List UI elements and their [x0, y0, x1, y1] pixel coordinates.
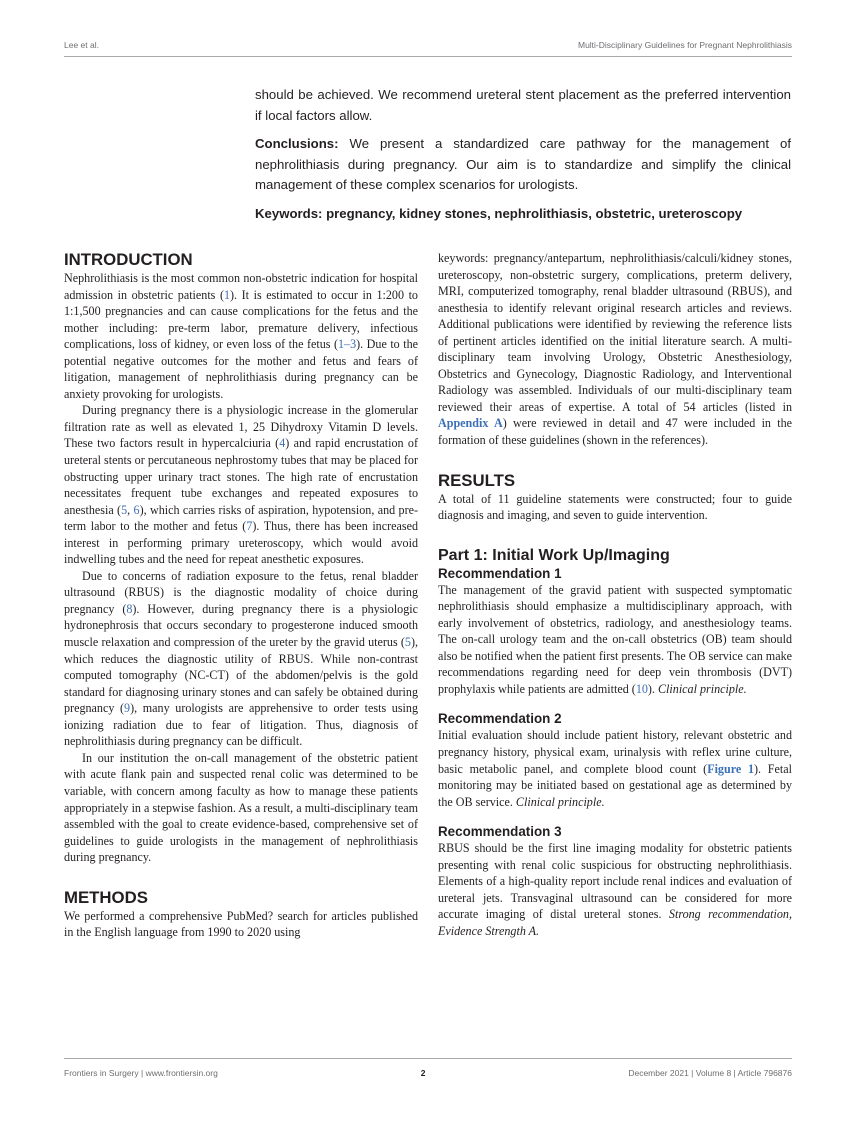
results-paragraph: A total of 11 guideline statements were constructed; four to guide diagnosis and imaging, and seven to guide intervention. — [438, 491, 792, 523]
reference-link[interactable]: 4 — [279, 436, 286, 451]
conclusions-text: We present a standardized care pathway for the management of nephrolithiasis during pregnancy. Our aim is to standardize and simplify the clinical management of these complex scenarios for urologists. — [255, 136, 791, 192]
recommendation-1-text: The management of the gravid patient with suspected symptomatic nephrolithiasis should emphasize a multidisciplinary approach, with early involvement of obstetrics, radiology, and anesthesiology teams. The on-call urology team and the on-call obstetrics (OB) team should also be notified when the patient first presents. The OB service can make recommendations regarding need for deep vein thrombosis (DVT) prophylaxis while patients are admitted (10). Clinical principle. — [438, 582, 792, 696]
conclusions-label: Conclusions: — [255, 136, 339, 151]
abstract-continuation — [255, 85, 791, 224]
footer-journal[interactable]: Frontiers in Surgery | www.frontiersin.org — [64, 1068, 218, 1078]
running-header — [64, 40, 792, 50]
results-heading: RESULTS — [438, 470, 516, 490]
recommendation-3-text: RBUS should be the first line imaging modality for obstetric patients presenting with renal colic suspicious for obstructing nephrolithiasis. Elements of a high-quality report include renal indices and evaluation of ureteral jets. Transvaginal ultrasound can be considered for more accurate imaging of distal ureteral stones. Strong recommendation, Evidence Strength A. — [438, 841, 792, 938]
evidence-strength: Clinical principle. — [515, 794, 605, 809]
footer-rule — [64, 1058, 792, 1059]
header-rule — [64, 56, 792, 57]
evidence-strength: Clinical principle. — [657, 681, 747, 696]
figure-link[interactable]: Figure 1 — [707, 761, 755, 776]
reference-link[interactable]: 1 — [223, 287, 231, 302]
recommendation-1-heading: Recommendation 1 — [438, 565, 562, 581]
reference-link[interactable]: 5 — [121, 502, 128, 517]
methods-heading: METHODS — [64, 887, 148, 907]
reference-link[interactable]: 1–3 — [337, 337, 357, 352]
intro-paragraph-3: Due to concerns of radiation exposure to the fetus, renal bladder ultrasound (RBUS) is the diagnostic modality of choice during pregnancy (8). However, during pregnancy there is a physiologic hydronephrosis that occurs secondary to progesterone induced smooth muscle relaxation and compression of the ureter by the gravid uterus (5), which reduces the diagnostic utility of RBUS. While non-contrast computed tomography (NC-CT) of the abdomen/pelvis is the gold standard for diagnosing urinary stones and can safely be obtained during pregnancy (9), many urologists are apprehensive to order tests using ionizing radiation due to fear of litigation. Thus, diagnosis of nephrolithiasis during pregnancy can be difficult. — [64, 568, 418, 749]
methods-paragraph: We performed a comprehensive PubMed? search for articles published in the English language from 1990 to 2020 using — [64, 908, 418, 940]
intro-paragraph-2: During pregnancy there is a physiologic increase in the glomerular filtration rate as well as elevated 1, 25 Dihydroxy Vitamin D levels. These two factors result in hypercalciuria (4) and rapid encrustation of ureteral stents or percutaneous nephrostomy tubes that may be placed for obstructing upper urinary tract stones. The high rate of encrustation necessitates frequent tube exchanges and repeated exposures to anesthesia (5, 6), which carries risks of aspiration, hypotension, and pre-term labor to the mother and fetus (7). Thus, there has been increased interest in performing primary ureteroscopy, which would avoid indwelling tubes and the need for repeat anesthetic exposures. — [64, 403, 419, 567]
recommendation-2-heading: Recommendation 2 — [438, 711, 562, 727]
left-column — [64, 250, 418, 941]
reference-link[interactable]: 9 — [124, 701, 131, 716]
appendix-link[interactable]: Appendix A — [438, 416, 503, 431]
methods-continuation: keywords: pregnancy/antepartum, nephrolithiasis/calculi/kidney stones, ureteroscopy, non-obstetric surgery, complications, preterm delivery, MRI, computerized tomography, renal bladder ultrasound (RBUS), and anesthesia to identify relevant original research articles and reviews. Additional publications were identified by reviewing the reference lists of pertinent articles identified on the initial literature search. A multi-disciplinary team involving Urology, Obstetric Anesthesiology, Obstetrics and Gynecology, Diagnostic Radiology, and Interventional Radiology was assembled. Individuals of our multi-disciplinary team reviewed their areas of expertise. A total of 54 articles (listed in Appendix A) were reviewed in detail and 47 were included in the formation of these guidelines (shown in the references). — [438, 251, 792, 448]
recommendation-2-text: Initial evaluation should include patient history, relevant obstetric and pregnancy history, physical exam, urinalysis with reflex urine culture, basic metabolic panel, and complete blood count (Figure 1). Fetal monitoring may be initiated based on gestational age as determined by the OB service. Clinical principle. — [438, 728, 792, 809]
reference-link[interactable]: 7 — [246, 519, 253, 534]
header-short-title: Multi-Disciplinary Guidelines for Pregnant Nephrolithiasis — [577, 40, 792, 50]
running-footer — [64, 1068, 792, 1078]
keywords: Keywords: pregnancy, kidney stones, nephrolithiasis, obstetric, ureteroscopy — [255, 205, 743, 221]
intro-paragraph-4: In our institution the on-call management of the obstetric patient with acute flank pain and suspected renal colic was determined to be variable, with concern among faculty as how to manage these patients appropriately in a stepwise fashion. As a result, a multi-disciplinary team assembled with the goal to create evidence-based, comprehensive set of guidelines to guide urologists in the management of nephrolithiasis during pregnancy. — [64, 750, 418, 865]
reference-link[interactable]: 6 — [133, 502, 140, 517]
introduction-heading: INTRODUCTION — [64, 250, 193, 269]
abstract-conclusions — [255, 134, 791, 196]
intro-paragraph-1: Nephrolithiasis is the most common non-obstetric indication for hospital admission in obstetric patients (1). It is estimated to occur in 1:200 to 1:1,500 pregnancies and can cause complications for the fetus and the mother including: pre-term labor, premature delivery, infectious complications, loss of kidney, or even loss of the fetus (1–3). Due to the potential negative outcomes for the mother and fetus and fears of litigation, management of nephrolithiasis during pregnancy can be anxiety provoking for urologists. — [64, 271, 418, 401]
part1-heading: Part 1: Initial Work Up/Imaging — [438, 546, 670, 564]
right-column — [438, 250, 792, 940]
reference-link[interactable]: 10 — [635, 681, 648, 696]
footer-citation: December 2021 | Volume 8 | Article 796876 — [628, 1068, 792, 1078]
page-number: 2 — [420, 1068, 426, 1078]
evidence-strength: Strong recommendation, Evidence Strength A. — [438, 907, 792, 938]
abstract-paragraph: should be achieved. We recommend ureteral stent placement as the preferred intervention if local factors allow. — [255, 87, 791, 123]
reference-link[interactable]: 5 — [404, 635, 411, 650]
reference-link[interactable]: 8 — [126, 601, 133, 616]
recommendation-3-heading: Recommendation 3 — [438, 824, 562, 840]
header-authors: Lee et al. — [64, 40, 99, 50]
